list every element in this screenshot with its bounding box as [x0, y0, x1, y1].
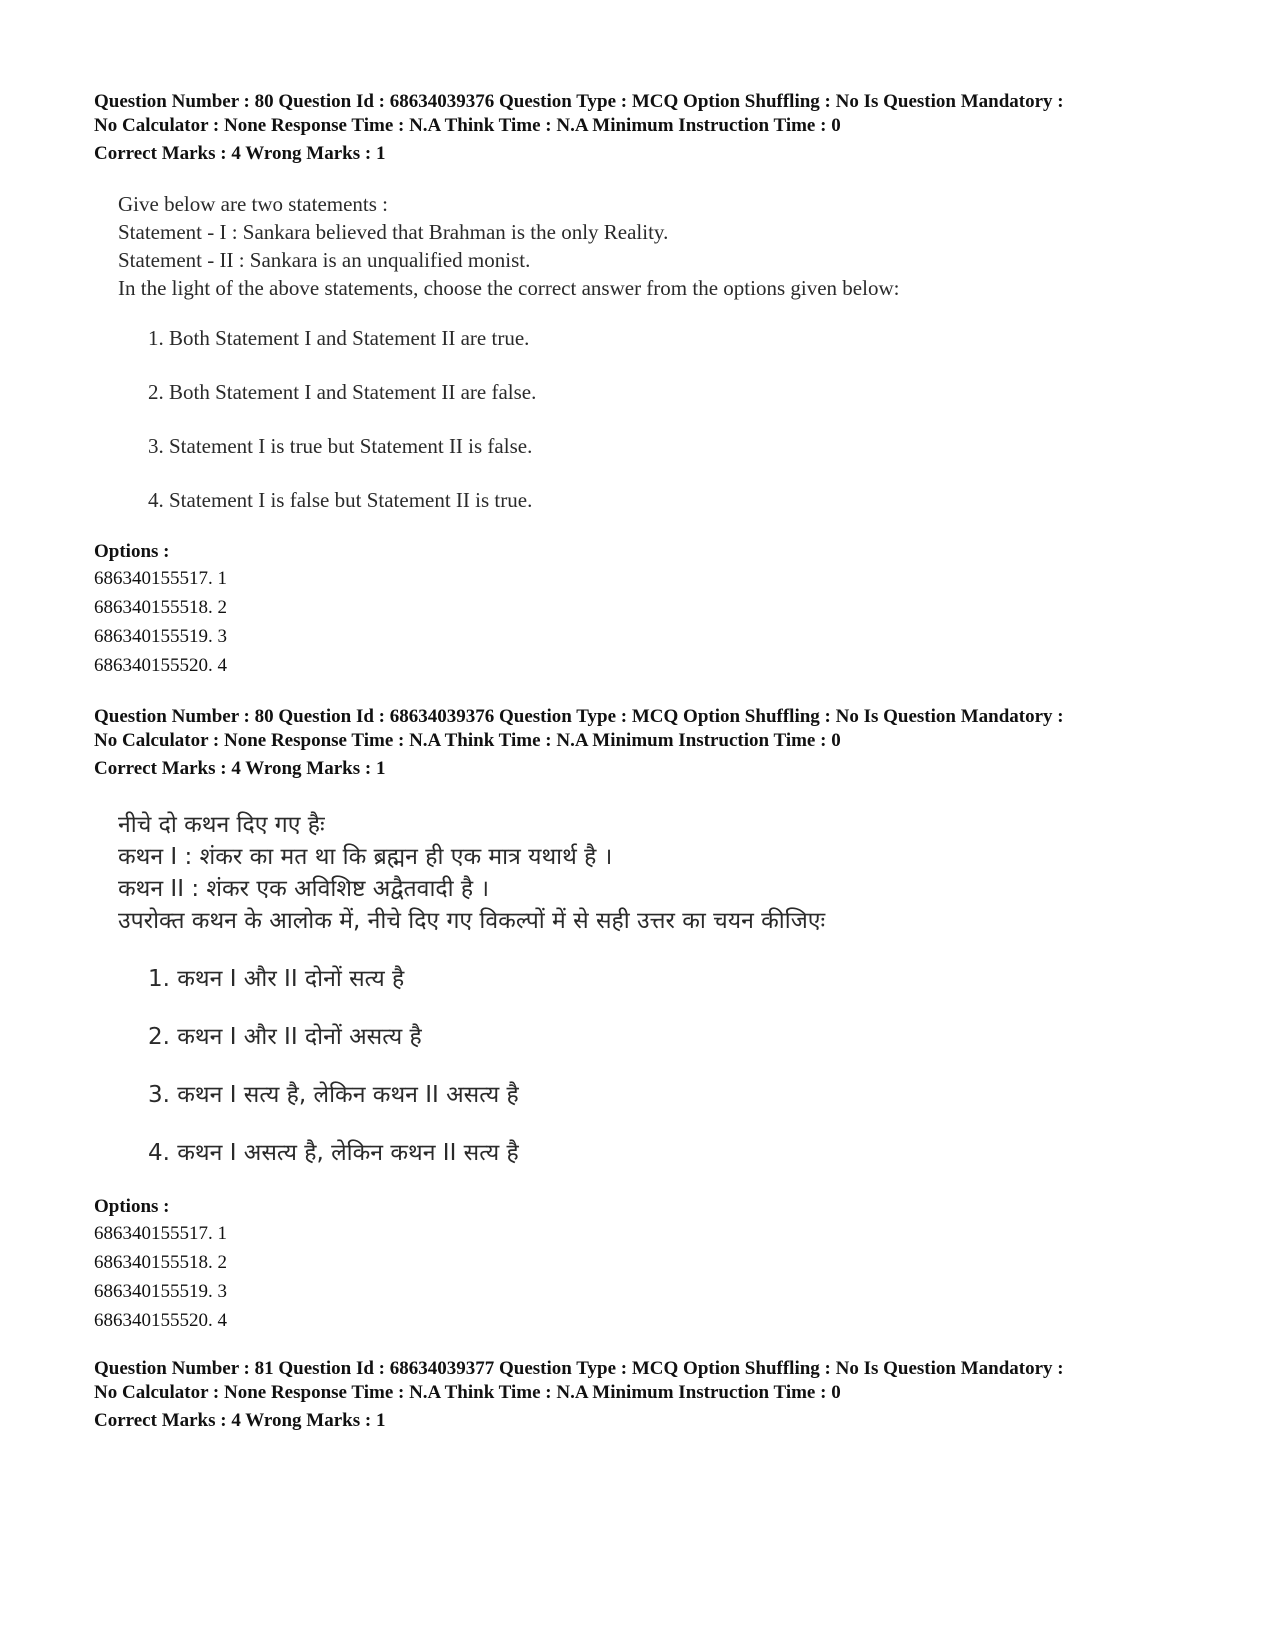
question-meta-line-2: No Calculator : None Response Time : N.A Think Time : N.A Minimum Instruction Time : 0 — [94, 115, 841, 136]
options-section — [94, 1195, 1194, 1335]
question-statement-intro: नीचे दो कथन दिए गए हैः — [118, 812, 325, 838]
option-item: 686340155519. 3 — [94, 626, 227, 647]
question-block-81 — [94, 1357, 1194, 1433]
answer-choices — [148, 963, 1194, 1169]
options-section — [94, 540, 1194, 680]
answer-choices — [148, 324, 1194, 514]
question-marks: Correct Marks : 4 Wrong Marks : 1 — [94, 758, 386, 779]
question-meta-line-1: Question Number : 80 Question Id : 68634039376 Question Type : MCQ Option Shuffling : No Is Question Mandatory : — [94, 91, 1064, 112]
question-marks: Correct Marks : 4 Wrong Marks : 1 — [94, 1410, 386, 1431]
question-marks: Correct Marks : 4 Wrong Marks : 1 — [94, 143, 386, 164]
option-item: 686340155520. 4 — [94, 655, 227, 676]
answer-choice-3: 3. Statement I is true but Statement II is false. — [148, 434, 533, 458]
option-item: 686340155517. 1 — [94, 1223, 227, 1244]
question-content — [118, 809, 1194, 1169]
answer-choice-3: 3. कथन I सत्य है, लेकिन कथन II असत्य है — [148, 1082, 519, 1108]
question-meta-line-2: No Calculator : None Response Time : N.A Think Time : N.A Minimum Instruction Time : 0 — [94, 1382, 841, 1403]
question-meta — [94, 705, 1194, 753]
answer-choice-1: 1. कथन I और II दोनों सत्य है — [148, 966, 405, 992]
question-statement-intro: Give below are two statements : — [118, 192, 389, 216]
question-block-80-hindi — [94, 705, 1194, 1335]
question-statement-1: कथन I : शंकर का मत था कि ब्रह्मन ही एक मात्र यथार्थ है । — [118, 844, 613, 870]
option-item: 686340155517. 1 — [94, 568, 227, 589]
answer-choice-1: 1. Both Statement I and Statement II are true. — [148, 326, 530, 350]
question-meta — [94, 90, 1194, 138]
question-block-80-english — [94, 90, 1194, 680]
question-instruction: उपरोक्त कथन के आलोक में, नीचे दिए गए विकल्पों में से सही उत्तर का चयन कीजिएः — [118, 908, 826, 934]
question-instruction: In the light of the above statements, choose the correct answer from the options given below: — [118, 276, 900, 300]
question-meta-line-1: Question Number : 80 Question Id : 68634039376 Question Type : MCQ Option Shuffling : No Is Question Mandatory : — [94, 706, 1064, 727]
question-content — [118, 190, 1194, 514]
question-statement-2: कथन II : शंकर एक अविशिष्ट अद्वैतवादी है । — [118, 876, 490, 902]
options-title: Options : — [94, 541, 170, 562]
answer-choice-4: 4. Statement I is false but Statement II is true. — [148, 488, 533, 512]
options-title: Options : — [94, 1196, 170, 1217]
answer-choice-2: 2. कथन I और II दोनों असत्य है — [148, 1024, 422, 1050]
option-item: 686340155520. 4 — [94, 1310, 227, 1331]
option-item: 686340155519. 3 — [94, 1281, 227, 1302]
question-meta-line-2: No Calculator : None Response Time : N.A Think Time : N.A Minimum Instruction Time : 0 — [94, 730, 841, 751]
answer-choice-4: 4. कथन I असत्य है, लेकिन कथन II सत्य है — [148, 1140, 519, 1166]
question-meta-line-1: Question Number : 81 Question Id : 68634039377 Question Type : MCQ Option Shuffling : No Is Question Mandatory : — [94, 1358, 1064, 1379]
option-item: 686340155518. 2 — [94, 1252, 227, 1273]
answer-choice-2: 2. Both Statement I and Statement II are false. — [148, 380, 537, 404]
question-statement-2: Statement - II : Sankara is an unqualified monist. — [118, 248, 531, 272]
question-meta — [94, 1357, 1194, 1405]
question-statement-1: Statement - I : Sankara believed that Brahman is the only Reality. — [118, 220, 669, 244]
option-item: 686340155518. 2 — [94, 597, 227, 618]
